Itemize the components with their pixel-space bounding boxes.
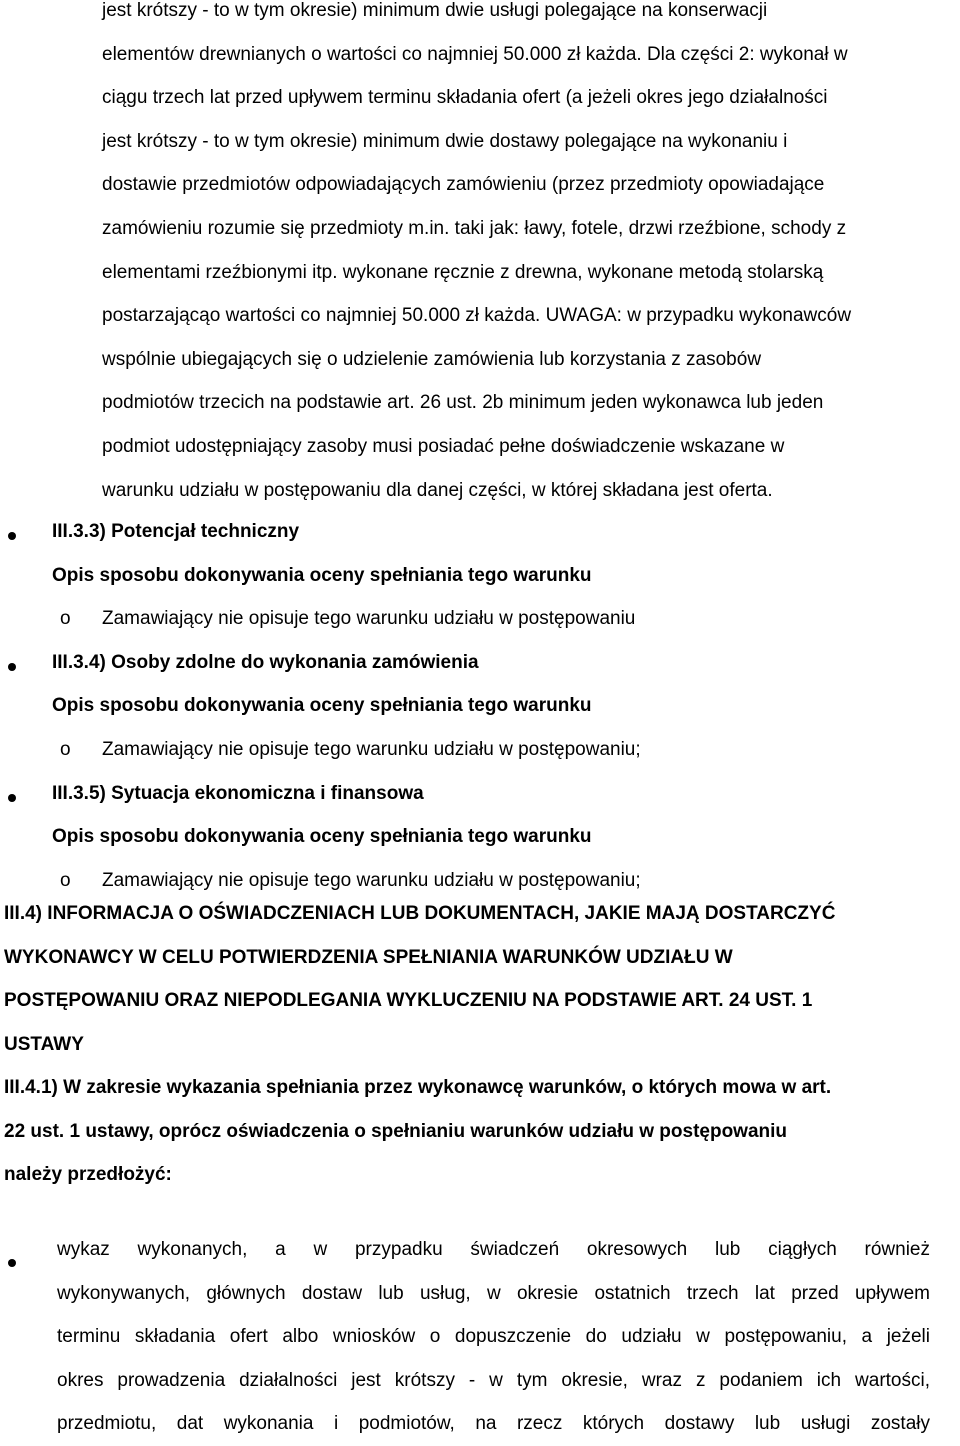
condition-description-label: Opis sposobu dokonywania oceny spełniania tego warunku <box>52 695 592 716</box>
section-heading-III4 <box>4 892 956 1066</box>
heading-line: należy przedłożyć: <box>4 1164 172 1186</box>
intro-paragraph <box>102 0 960 512</box>
text-line: podmiot udostępniający zasoby musi posiadać pełne doświadczenie wskazane w <box>102 435 785 457</box>
sub-bullet-marker: o <box>60 739 71 760</box>
condition-heading: III.3.4) Osoby zdolne do wykonania zamówienia <box>52 652 479 673</box>
bullet-icon <box>8 794 16 802</box>
condition-heading: III.3.5) Sytuacja ekonomiczna i finansowa <box>52 783 424 804</box>
section-heading-III41 <box>4 1066 956 1197</box>
condition-description-label: Opis sposobu dokonywania oceny spełniania tego warunku <box>52 565 592 586</box>
text-line: wspólnie ubiegających się o udzielenie zamówienia lub korzystania z zasobów <box>102 348 762 370</box>
text-line: postarzającąo wartości co najmniej 50.000 zł każda. UWAGA: w przypadku wykonawców <box>102 305 852 327</box>
heading-line: WYKONAWCY W CELU POTWIERDZENIA SPEŁNIANIA WARUNKÓW UDZIAŁU W <box>4 946 733 968</box>
heading-line: POSTĘPOWANIU ORAZ NIEPODLEGANIA WYKLUCZENIU NA PODSTAWIE ART. 24 UST. 1 <box>4 990 813 1012</box>
text-line: wykonywanych, głównych dostaw lub usług, w okresie ostatnich trzech lat przed upływem <box>57 1282 930 1304</box>
condition-heading: III.3.3) Potencjał techniczny <box>52 521 300 542</box>
text-line: jest krótszy - to w tym okresie) minimum dwie dostawy polegające na wykonaniu i <box>102 130 788 152</box>
text-line: podmiotów trzecich na podstawie art. 26 ust. 2b minimum jeden wykonawca lub jeden <box>102 392 824 414</box>
heading-line: III.4) INFORMACJA O OŚWIADCZENIACH LUB DOKUMENTACH, JAKIE MAJĄ DOSTARCZYĆ <box>4 903 836 924</box>
text-line: elementami rzeźbionymi itp. wykonane ręcznie z drewna, wykonane metodą stolarską <box>102 261 824 283</box>
text-line: ciągu trzech lat przed upływem terminu składania ofert (a jeżeli okres jego działalności <box>102 87 828 109</box>
text-line: dostawie przedmiotów odpowiadających zamówieniu (przez przedmioty opowiadające <box>102 174 825 196</box>
list-item <box>57 1228 930 1446</box>
sub-bullet-marker: o <box>60 608 71 629</box>
bullet-icon <box>8 532 16 540</box>
condition-text: Zamawiający nie opisuje tego warunku udziału w postępowaniu <box>102 608 636 629</box>
text-line: jest krótszy - to w tym okresie) minimum dwie usługi polegające na konserwacji <box>102 0 768 21</box>
condition-text: Zamawiający nie opisuje tego warunku udziału w postępowaniu; <box>102 870 641 891</box>
text-line: warunku udziału w postępowaniu dla danej części, w której składana jest oferta. <box>102 479 773 501</box>
text-line: zamówieniu rozumie się przedmioty m.in. taki jak: ławy, fotele, drzwi rzeźbione, schody z <box>102 217 847 239</box>
text-line: elementów drewnianych o wartości co najmniej 50.000 zł każda. Dla części 2: wykonał w <box>102 43 848 65</box>
heading-line: 22 ust. 1 ustawy, oprócz oświadczenia o spełnianiu warunków udziału w postępowaniu <box>4 1120 788 1142</box>
bullet-icon <box>8 1259 16 1267</box>
sub-bullet-marker: o <box>60 870 71 891</box>
text-line: terminu składania ofert albo wniosków o dopuszczenie do udziału w postępowaniu, a jeżeli <box>57 1326 930 1348</box>
text-line: okres prowadzenia działalności jest krótszy - w tym okresie, wraz z podaniem ich wartości, <box>57 1369 930 1391</box>
text-line: przedmiotu, dat wykonania i podmiotów, na rzecz których dostawy lub usługi zostały <box>57 1413 930 1435</box>
heading-line: USTAWY <box>4 1033 84 1055</box>
condition-text: Zamawiający nie opisuje tego warunku udziału w postępowaniu; <box>102 739 641 760</box>
bullet-icon <box>8 663 16 671</box>
text-line: wykaz wykonanych, a w przypadku świadczeń okresowych lub ciągłych również <box>57 1239 930 1260</box>
heading-line: III.4.1) W zakresie wykazania spełniania przez wykonawcę warunków, o których mowa w art. <box>4 1077 832 1098</box>
condition-description-label: Opis sposobu dokonywania oceny spełniania tego warunku <box>52 826 592 847</box>
